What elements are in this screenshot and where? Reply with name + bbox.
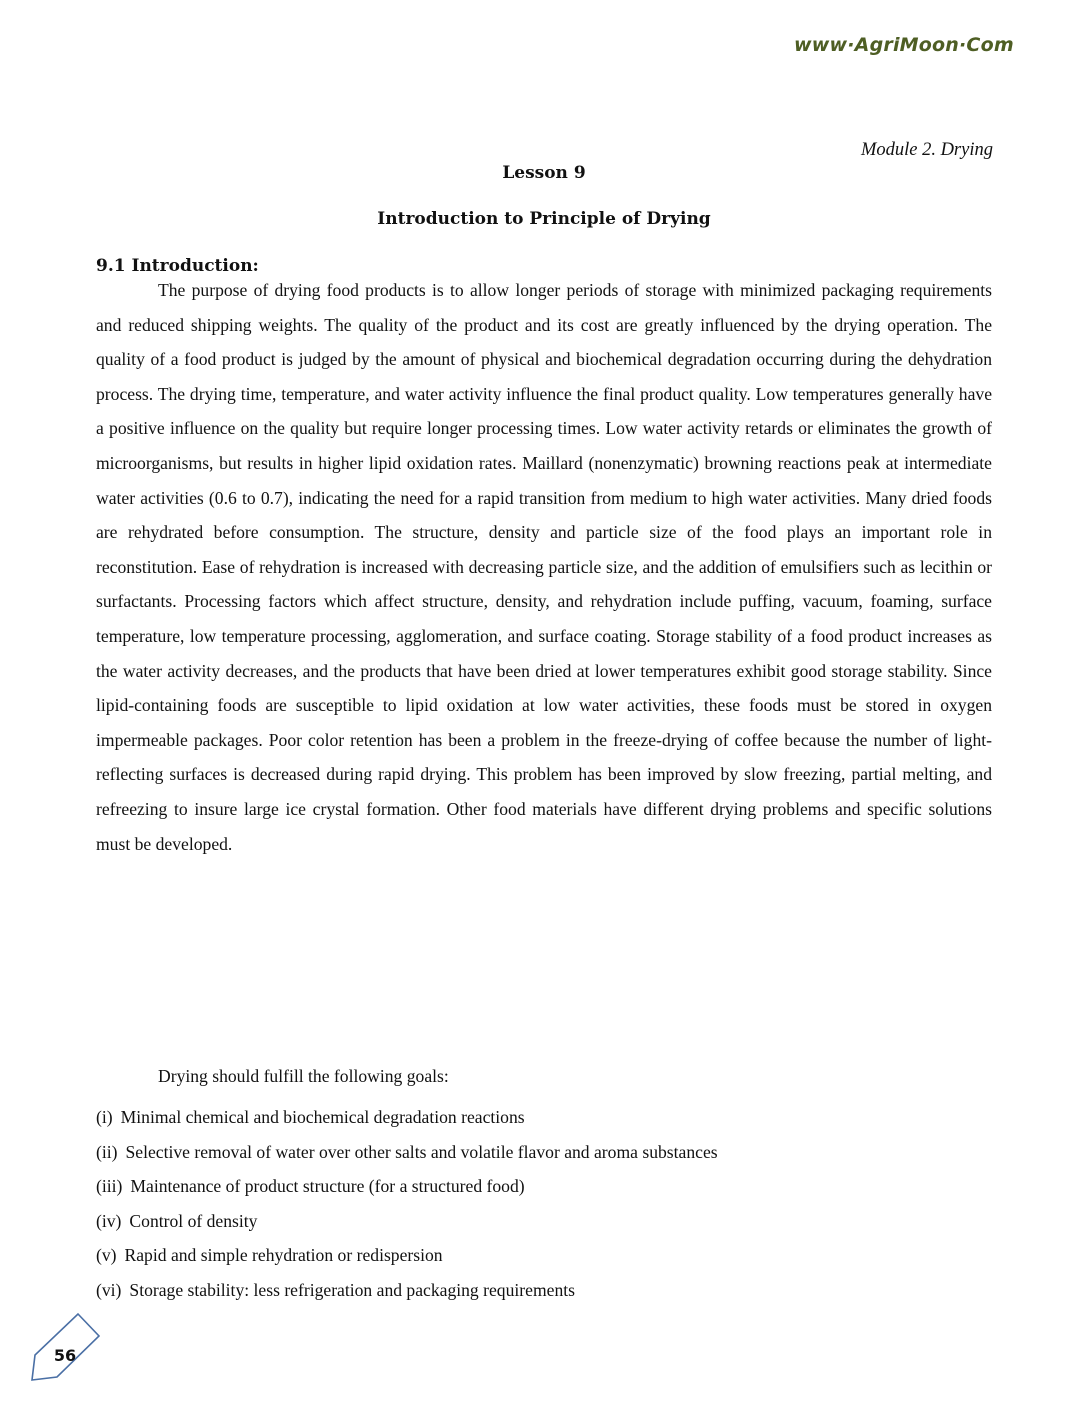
goal-item (96, 1204, 718, 1239)
goal-number: (vi) (96, 1279, 122, 1300)
goal-number: (i) (96, 1107, 113, 1127)
lesson-title: Introduction to Principle of Drying (377, 209, 711, 229)
goal-item (96, 1238, 718, 1273)
goal-text: Maintenance of product structure (for a structured food) (130, 1176, 525, 1197)
goal-text: Selective removal of water over other salts and volatile flavor and aroma substances (125, 1141, 718, 1162)
goal-item (96, 1273, 718, 1308)
goal-number: (v) (96, 1245, 117, 1266)
goals-intro: Drying should fulfill the following goals: (158, 1066, 449, 1086)
goals-list (96, 1100, 718, 1308)
goal-number: (ii) (96, 1141, 118, 1162)
goal-item (96, 1100, 718, 1135)
goal-text: Storage stability: less refrigeration and packaging requirements (129, 1279, 575, 1300)
lesson-number: Lesson 9 (502, 163, 586, 183)
intro-paragraph: The purpose of drying food products is to allow longer periods of storage with minimized packaging requirements and reduced shipping weights. The quality of the product and its cost are greatly influenced by the drying operation. The quality of a food product is judged by the amount of physical and biochemical degradation occurring during the dehydration process. The drying time, temperature, and water activity influence the final product quality. Low temperatures generally have a positive influence on the quality but require longer processing times. Low water activity retards or eliminates the growth of microorganisms, but results in higher lipid oxidation rates. Maillard (nonenzymatic) browning reactions peak at intermediate water activities (0.6 to 0.7), indicating the need for a rapid transition from medium to high water activities. Many dried foods are rehydrated before consumption. The structure, density and particle size of the food plays an important role in reconstitution. Ease of rehydration is increased with decreasing particle size, and the addition of emulsifiers such as lecithin or surfactants. Processing factors which affect structure, density, and rehydration include puffing, vacuum, foaming, surface temperature, low temperature processing, agglomeration, and surface coating. Storage stability of a food product increases as the water activity decreases, and the products that have been dried at lower temperatures exhibit good storage stability. Since lipid-containing foods are susceptible to lipid oxidation at low water activities, these foods must be stored in oxygen impermeable packages. Poor color retention has been a problem in the freeze-drying of coffee because the number of light-reflecting surfaces is decreased during rapid drying. This problem has been improved by slow freezing, partial melting, and refreezing to insure large ice crystal formation. Other food materials have different drying problems and specific solutions must be developed. (96, 280, 992, 854)
site-watermark: www·AgriMoon·Com (794, 34, 1014, 56)
goal-number: (iv) (96, 1210, 122, 1231)
goal-text: Rapid and simple rehydration or redispersion (124, 1245, 443, 1266)
page-number: 56 (53, 1346, 77, 1365)
section-heading: 9.1 Introduction: (96, 256, 259, 276)
module-label: Module 2. Drying (860, 140, 993, 160)
goal-text: Minimal chemical and biochemical degradation reactions (120, 1107, 525, 1127)
goal-item (96, 1169, 718, 1204)
goal-number: (iii) (96, 1176, 123, 1197)
goal-item (96, 1135, 718, 1170)
goal-text: Control of density (129, 1210, 258, 1231)
